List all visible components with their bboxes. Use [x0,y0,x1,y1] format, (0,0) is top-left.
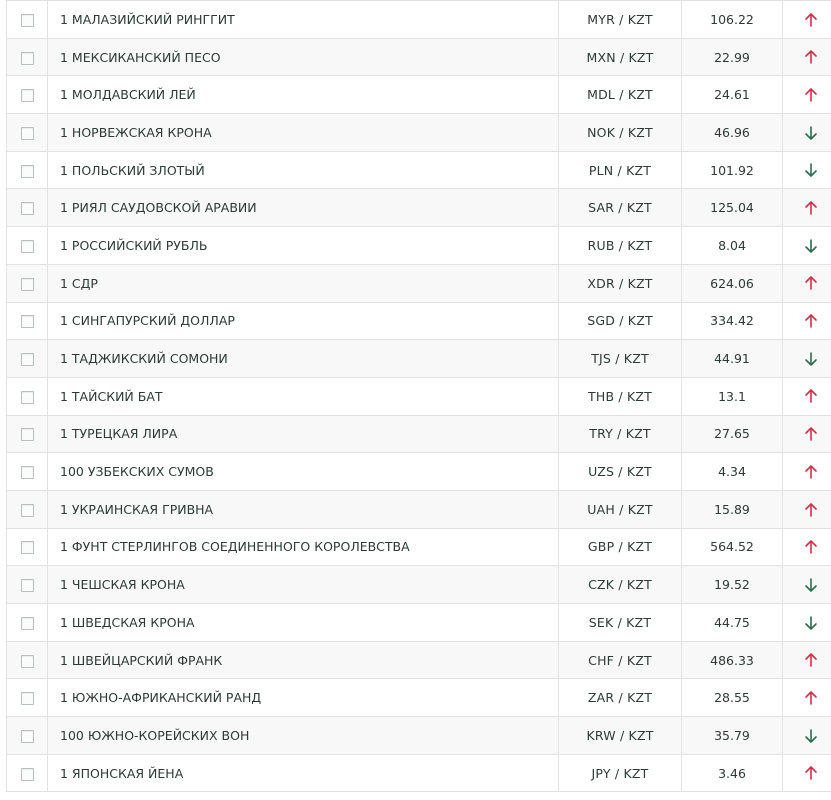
row-select-checkbox[interactable] [21,768,34,781]
table-row [7,227,831,265]
table-row [7,114,831,152]
select-cell [7,754,48,792]
select-cell [7,490,48,528]
arrow-up-icon [804,87,818,103]
exchange-rate-value: 101.92 [682,151,783,189]
table-row [7,490,831,528]
currency-pair: UZS / KZT [559,453,682,491]
currency-pair: TRY / KZT [559,415,682,453]
table-row [7,641,831,679]
table-row [7,717,831,755]
exchange-rate-value: 15.89 [682,490,783,528]
currency-pair: SEK / KZT [559,604,682,642]
currency-name: 1 НОРВЕЖСКАЯ КРОНА [48,114,559,152]
trend-cell [783,114,831,152]
row-select-checkbox[interactable] [21,14,34,27]
row-select-checkbox[interactable] [21,127,34,140]
trend-cell [783,1,831,39]
arrow-down-icon [804,125,818,141]
select-cell [7,415,48,453]
select-cell [7,264,48,302]
currency-name: 1 ФУНТ СТЕРЛИНГОВ СОЕДИНЕННОГО КОРОЛЕВСТВА [48,528,559,566]
row-select-checkbox[interactable] [21,278,34,291]
table-row [7,566,831,604]
currency-name: 1 СИНГАПУРСКИЙ ДОЛЛАР [48,302,559,340]
exchange-rate-value: 24.61 [682,76,783,114]
table-row [7,453,831,491]
exchange-rate-value: 22.99 [682,38,783,76]
select-cell [7,114,48,152]
currency-pair: TJS / KZT [559,340,682,378]
arrow-down-icon [804,351,818,367]
arrow-up-icon [804,652,818,668]
row-select-checkbox[interactable] [21,466,34,479]
trend-cell [783,453,831,491]
arrow-down-icon [804,615,818,631]
table-row [7,754,831,792]
row-select-checkbox[interactable] [21,617,34,630]
row-select-checkbox[interactable] [21,315,34,328]
exchange-rates-table [6,0,831,792]
currency-pair: MXN / KZT [559,38,682,76]
arrow-up-icon [804,200,818,216]
row-select-checkbox[interactable] [21,655,34,668]
select-cell [7,528,48,566]
select-cell [7,76,48,114]
currency-name: 1 РОССИЙСКИЙ РУБЛЬ [48,227,559,265]
row-select-checkbox[interactable] [21,579,34,592]
exchange-rate-value: 125.04 [682,189,783,227]
table-row [7,38,831,76]
arrow-up-icon [804,464,818,480]
trend-cell [783,151,831,189]
trend-cell [783,415,831,453]
select-cell [7,151,48,189]
trend-cell [783,340,831,378]
arrow-up-icon [804,275,818,291]
select-cell [7,1,48,39]
select-cell [7,340,48,378]
currency-name: 1 МЕКСИКАНСКИЙ ПЕСО [48,38,559,76]
row-select-checkbox[interactable] [21,541,34,554]
exchange-rate-value: 8.04 [682,227,783,265]
arrow-up-icon [804,12,818,28]
exchange-rate-value: 13.1 [682,377,783,415]
currency-pair: CZK / KZT [559,566,682,604]
select-cell [7,189,48,227]
trend-cell [783,528,831,566]
select-cell [7,38,48,76]
row-select-checkbox[interactable] [21,692,34,705]
arrow-up-icon [804,539,818,555]
currency-pair: THB / KZT [559,377,682,415]
table-row [7,151,831,189]
exchange-rate-value: 334.42 [682,302,783,340]
row-select-checkbox[interactable] [21,89,34,102]
currency-name: 100 УЗБЕКСКИХ СУМОВ [48,453,559,491]
trend-cell [783,227,831,265]
currency-pair: CHF / KZT [559,641,682,679]
exchange-rate-value: 44.75 [682,604,783,642]
arrow-up-icon [804,765,818,781]
currency-name: 1 РИЯЛ САУДОВСКОЙ АРАВИИ [48,189,559,227]
arrow-up-icon [804,388,818,404]
arrow-up-icon [804,313,818,329]
row-select-checkbox[interactable] [21,165,34,178]
table-row [7,264,831,302]
row-select-checkbox[interactable] [21,202,34,215]
table-row [7,679,831,717]
trend-cell [783,717,831,755]
select-cell [7,566,48,604]
currency-pair: GBP / KZT [559,528,682,566]
select-cell [7,717,48,755]
currency-name: 1 ЯПОНСКАЯ ЙЕНА [48,754,559,792]
exchange-rate-value: 35.79 [682,717,783,755]
table-row [7,528,831,566]
currency-name: 1 ТАЙСКИЙ БАТ [48,377,559,415]
exchange-rate-value: 27.65 [682,415,783,453]
trend-cell [783,679,831,717]
exchange-rate-value: 624.06 [682,264,783,302]
arrow-down-icon [804,238,818,254]
currency-name: 1 ПОЛЬСКИЙ ЗЛОТЫЙ [48,151,559,189]
arrow-up-icon [804,426,818,442]
currency-pair: RUB / KZT [559,227,682,265]
row-select-checkbox[interactable] [21,504,34,517]
currency-name: 1 ЧЕШСКАЯ КРОНА [48,566,559,604]
currency-name: 1 МАЛАЗИЙСКИЙ РИНГГИТ [48,1,559,39]
table-row [7,377,831,415]
select-cell [7,679,48,717]
trend-cell [783,754,831,792]
row-select-checkbox[interactable] [21,428,34,441]
trend-cell [783,604,831,642]
currency-name: 1 СДР [48,264,559,302]
currency-pair: MYR / KZT [559,1,682,39]
currency-name: 1 МОЛДАВСКИЙ ЛЕЙ [48,76,559,114]
trend-cell [783,76,831,114]
exchange-rate-value: 44.91 [682,340,783,378]
exchange-rate-value: 19.52 [682,566,783,604]
currency-name: 1 ТУРЕЦКАЯ ЛИРА [48,415,559,453]
trend-cell [783,302,831,340]
arrow-down-icon [804,728,818,744]
trend-cell [783,264,831,302]
row-select-checkbox[interactable] [21,730,34,743]
currency-pair: NOK / KZT [559,114,682,152]
exchange-rate-value: 46.96 [682,114,783,152]
trend-cell [783,641,831,679]
arrow-down-icon [804,577,818,593]
select-cell [7,377,48,415]
select-cell [7,302,48,340]
table-row [7,302,831,340]
table-row [7,604,831,642]
arrow-up-icon [804,690,818,706]
currency-name: 1 УКРАИНСКАЯ ГРИВНА [48,490,559,528]
currency-pair: XDR / KZT [559,264,682,302]
select-cell [7,227,48,265]
currency-pair: PLN / KZT [559,151,682,189]
arrow-down-icon [804,162,818,178]
table-row [7,415,831,453]
trend-cell [783,566,831,604]
currency-pair: SGD / KZT [559,302,682,340]
exchange-rate-value: 564.52 [682,528,783,566]
arrow-up-icon [804,502,818,518]
exchange-rate-value: 486.33 [682,641,783,679]
table-row [7,340,831,378]
currency-pair: SAR / KZT [559,189,682,227]
select-cell [7,604,48,642]
exchange-rate-value: 28.55 [682,679,783,717]
exchange-rate-value: 3.46 [682,754,783,792]
trend-cell [783,377,831,415]
currency-name: 1 ЮЖНО-АФРИКАНСКИЙ РАНД [48,679,559,717]
exchange-rate-value: 106.22 [682,1,783,39]
rates-table-body [7,1,831,792]
row-select-checkbox[interactable] [21,391,34,404]
table-row [7,189,831,227]
trend-cell [783,490,831,528]
currency-name: 1 ШВЕЙЦАРСКИЙ ФРАНК [48,641,559,679]
currency-name: 1 ШВЕДСКАЯ КРОНА [48,604,559,642]
currency-name: 1 ТАДЖИКСКИЙ СОМОНИ [48,340,559,378]
row-select-checkbox[interactable] [21,240,34,253]
trend-cell [783,38,831,76]
arrow-up-icon [804,49,818,65]
select-cell [7,453,48,491]
currency-pair: UAH / KZT [559,490,682,528]
trend-cell [783,189,831,227]
select-cell [7,641,48,679]
currency-pair: JPY / KZT [559,754,682,792]
row-select-checkbox[interactable] [21,52,34,65]
table-row [7,76,831,114]
row-select-checkbox[interactable] [21,353,34,366]
currency-pair: KRW / KZT [559,717,682,755]
currency-pair: ZAR / KZT [559,679,682,717]
exchange-rate-value: 4.34 [682,453,783,491]
currency-name: 100 ЮЖНО-КОРЕЙСКИХ ВОН [48,717,559,755]
currency-pair: MDL / KZT [559,76,682,114]
table-row [7,1,831,39]
